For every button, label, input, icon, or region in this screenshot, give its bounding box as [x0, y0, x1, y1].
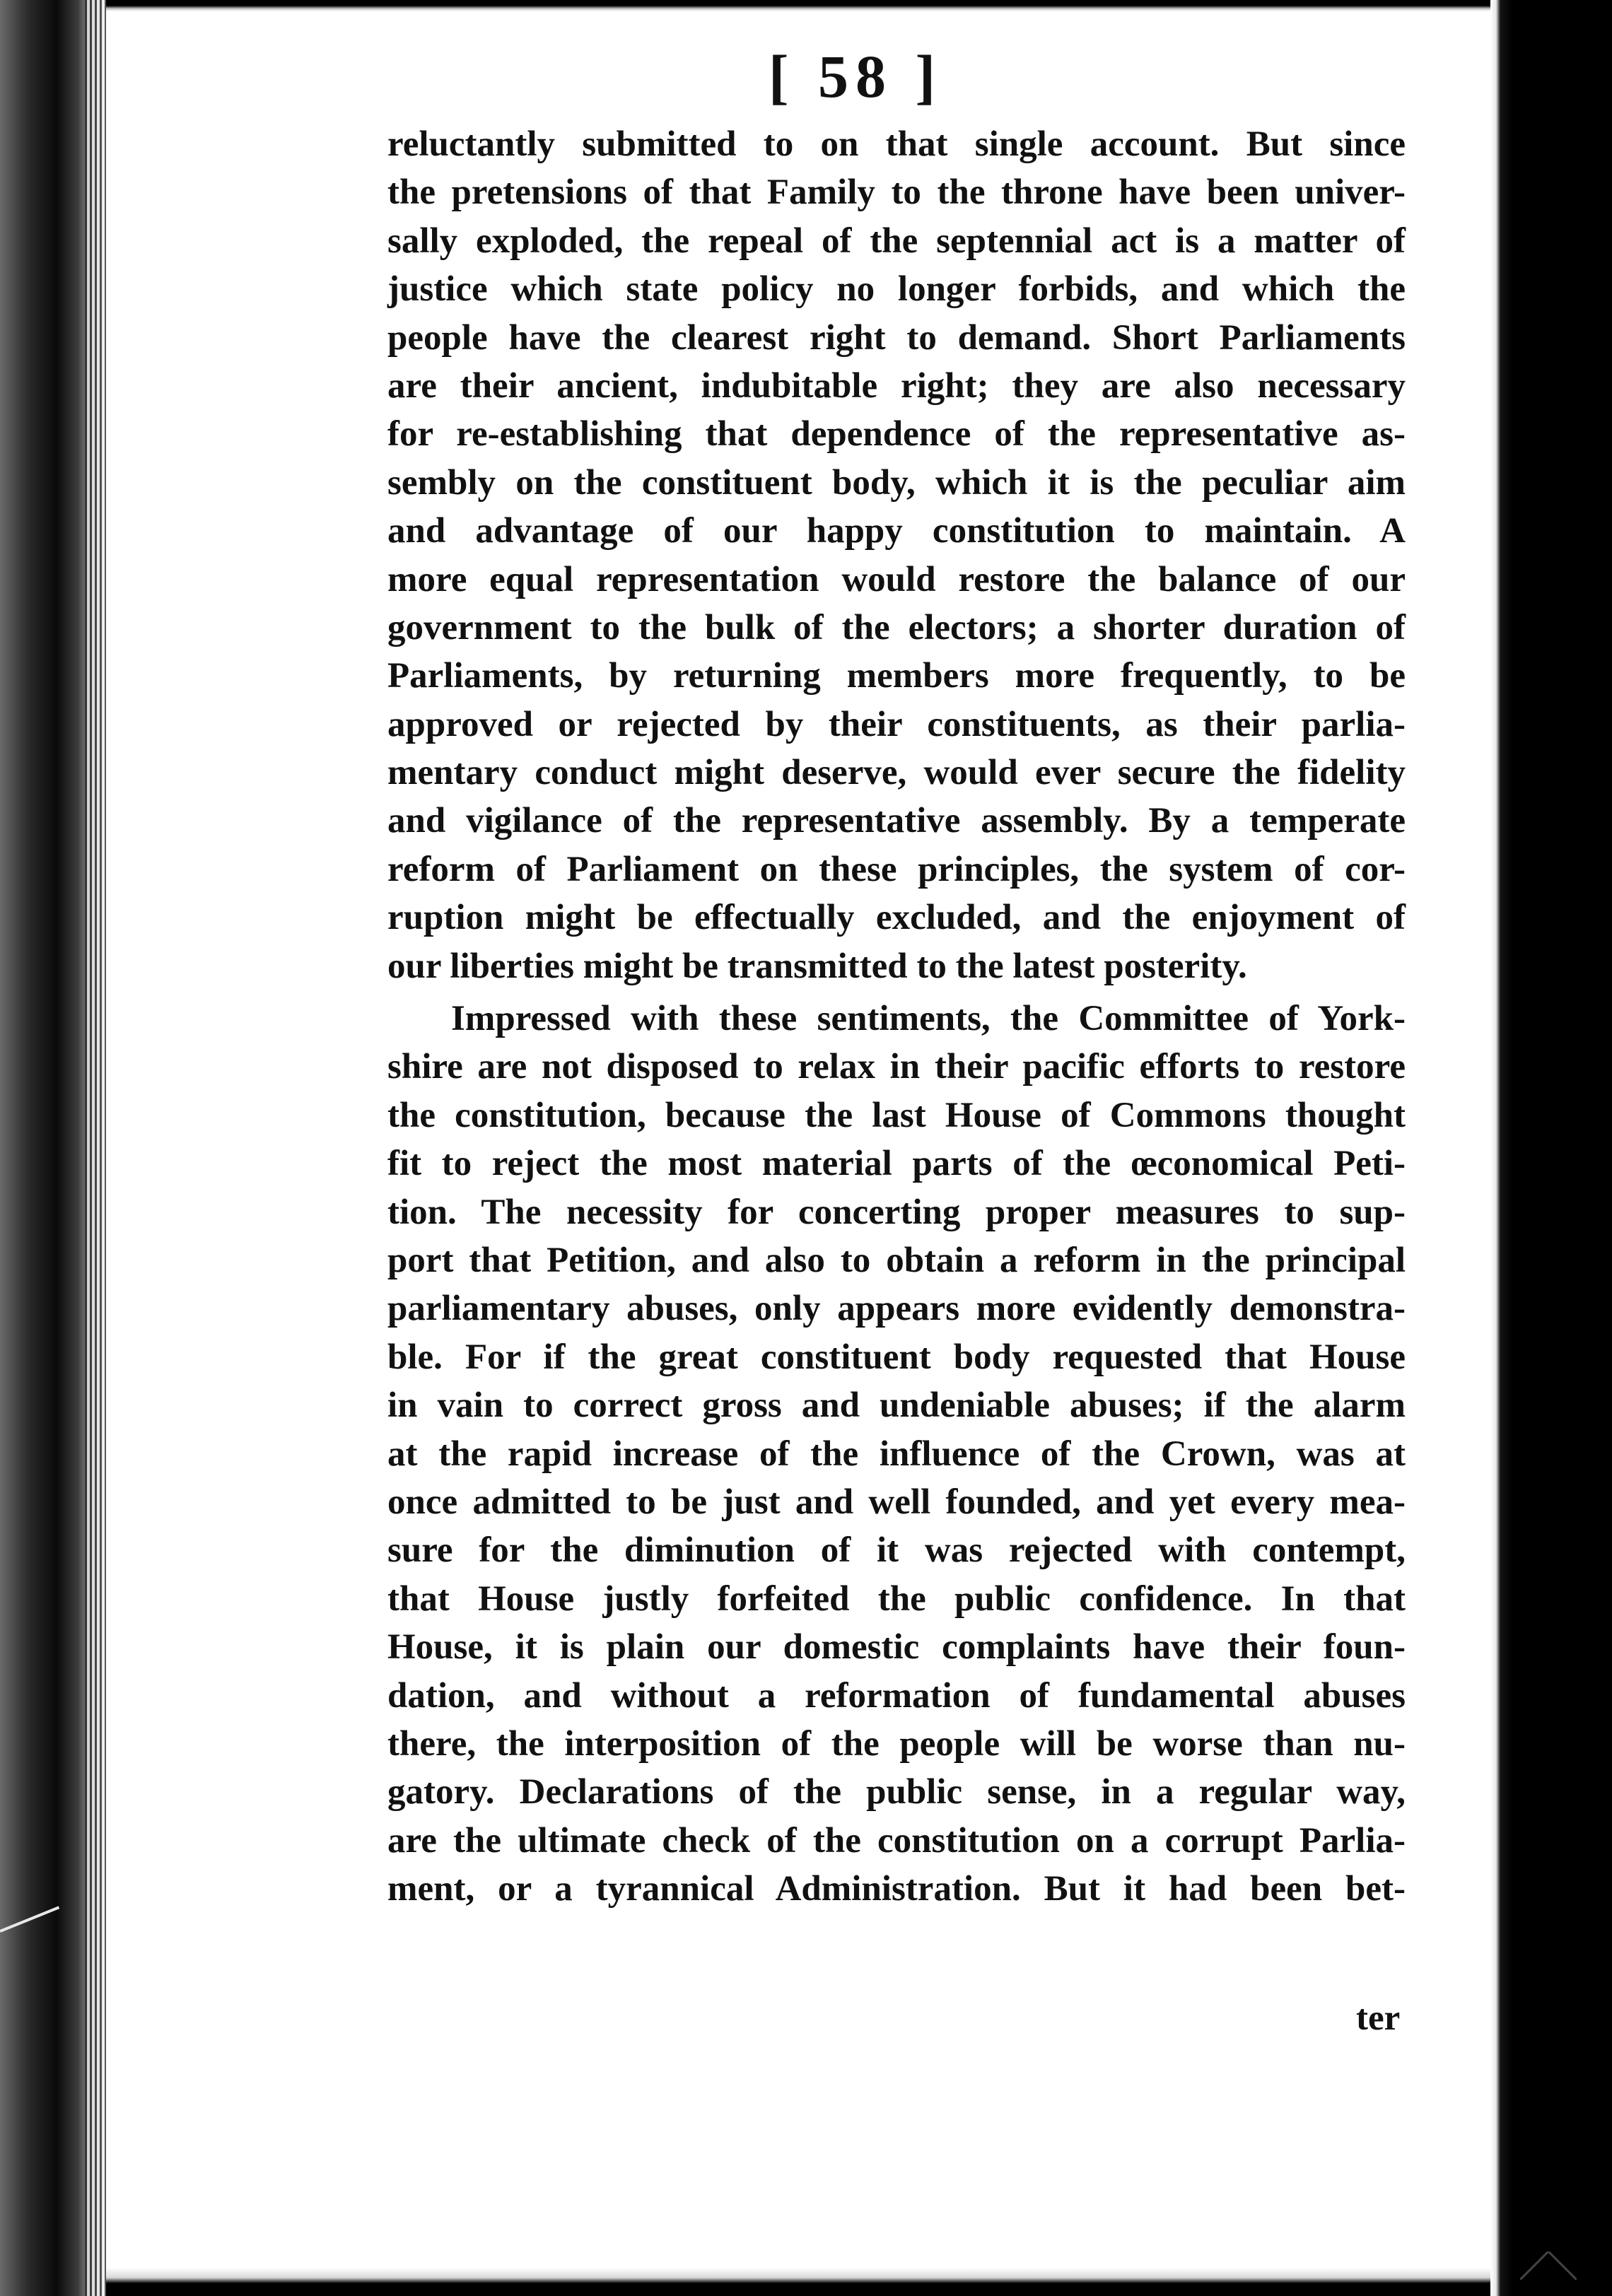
text-line: reform of Parliament on these principles, the system of cor-	[387, 849, 1406, 889]
text-line: justice which state policy no longer forbids, and which the	[387, 269, 1406, 310]
text-line: more equal representation would restore the balance of our	[387, 559, 1406, 599]
text-line: people have the clearest right to demand. Short Parliaments	[387, 317, 1406, 358]
catchword: ter	[1356, 1998, 1401, 2038]
page-stack-edges	[85, 0, 106, 2296]
right-scan-border	[1490, 0, 1612, 2296]
text-line: at the rapid increase of the influence of the Crown, was at	[387, 1434, 1406, 1474]
text-line: are the ultimate check of the constitution on a corrupt Parlia-	[387, 1820, 1406, 1861]
paragraph-2	[387, 995, 1406, 1913]
text-line: and advantage of our happy constitution to maintain. A	[387, 511, 1406, 551]
text-line: that House justly forfeited the public confidence. In that	[387, 1578, 1406, 1619]
bottom-scan-border	[106, 2268, 1492, 2296]
text-line: the pretensions of that Family to the throne have been univer-	[387, 172, 1406, 213]
text-line: port that Petition, and also to obtain a reform in the principal	[387, 1240, 1406, 1280]
text-line: Impressed with these sentiments, the Committee of York-	[451, 999, 1406, 1039]
text-line: sure for the diminution of it was rejected with contempt,	[387, 1530, 1406, 1571]
text-line: ble. For if the great constituent body requested that House	[387, 1337, 1406, 1377]
text-line: our liberties might be transmitted to the latest posterity.	[387, 946, 1247, 986]
text-line: House, it is plain our domestic complaints have their foun-	[387, 1627, 1406, 1668]
text-line: fit to reject the most material parts of the œconomical Peti-	[387, 1144, 1406, 1184]
text-line: in vain to correct gross and undeniable abuses; if the alarm	[387, 1386, 1406, 1426]
text-line: dation, and without a reformation of fundamental abuses	[387, 1675, 1406, 1716]
text-line: sally exploded, the repeal of the septennial act is a matter of	[387, 221, 1406, 261]
paragraph-1	[387, 120, 1406, 990]
text-line: are their ancient, indubitable right; they are also necessary	[387, 365, 1406, 406]
text-line: there, the interposition of the people will be worse than nu-	[387, 1723, 1406, 1764]
top-scan-border	[106, 0, 1492, 11]
text-line: ruption might be effectually excluded, and the enjoyment of	[387, 898, 1406, 938]
text-line: gatory. Declarations of the public sense, in a regular way,	[387, 1772, 1406, 1812]
text-line: tion. The necessity for concerting proper measures to sup-	[387, 1192, 1406, 1232]
text-line: reluctantly submitted to on that single account. But since	[387, 124, 1406, 164]
body-text	[387, 120, 1406, 1913]
text-line: and vigilance of the representative assembly. By a temperate	[387, 801, 1406, 841]
text-line: for re-establishing that dependence of the representative as-	[387, 414, 1406, 455]
text-line: the constitution, because the last House of Commons thought	[387, 1095, 1406, 1135]
text-line: parliamentary abuses, only appears more evidently demonstra-	[387, 1289, 1406, 1329]
text-line: approved or rejected by their constituents, as their parlia-	[387, 704, 1406, 744]
text-line: once admitted to be just and well founded, and yet every mea-	[387, 1482, 1406, 1522]
text-line: shire are not disposed to relax in their pacific efforts to restore	[387, 1047, 1406, 1087]
page-number: [ 58 ]	[768, 42, 943, 110]
text-line: sembly on the constituent body, which it is the peculiar aim	[387, 462, 1406, 503]
corner-fold-mark	[1520, 2251, 1577, 2280]
text-line: mentary conduct might deserve, would ever secure the fidelity	[387, 753, 1406, 793]
text-line: government to the bulk of the electors; a shorter duration of	[387, 607, 1406, 648]
text-line: ment, or a tyrannical Administration. But it had been bet-	[387, 1869, 1406, 1909]
text-line: Parliaments, by returning members more frequently, to be	[387, 656, 1406, 696]
